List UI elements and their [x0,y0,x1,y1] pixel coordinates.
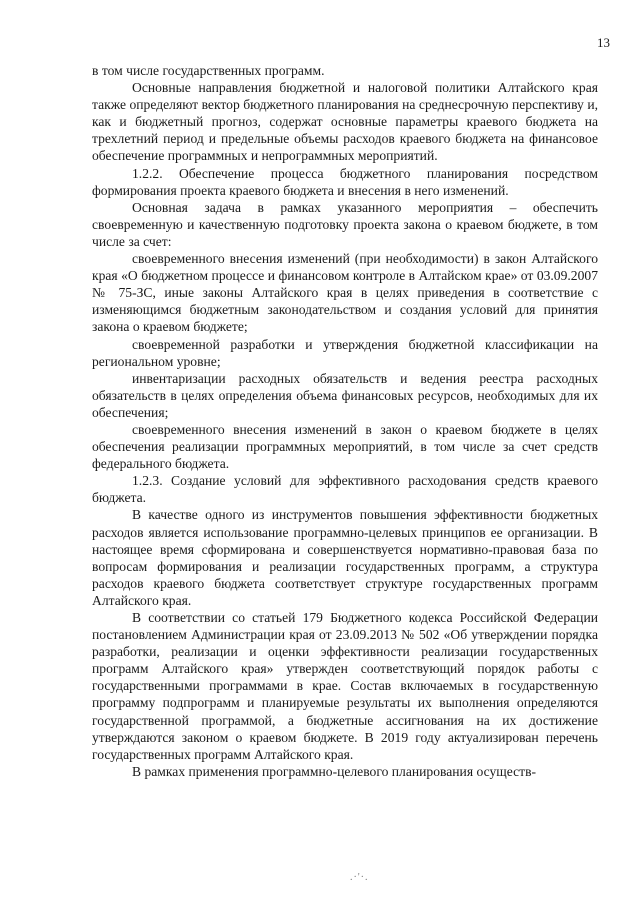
paragraph: 1.2.3. Создание условий для эффективного расходования средств краевого бюджета. [92,473,598,506]
paragraph: Основная задача в рамках указанного мероприятия – обеспечить своевременную и качественную подготовку проекта закона о краевом бюджете, в том числе за счет: [92,199,598,249]
paragraph: В соответствии со статьей 179 Бюджетного кодекса Российской Федерации постановлением Администрации края от 23.09.2013 № 502 «Об утверждении порядка разработки, реализации и оценки эффективности реализации государственных программ Алтайского края» утвержден соответствующий порядок работы с государственными программами в крае. Состав включаемых в государственную программу подпрограмм и планируемые результаты их выполнения определяются государственной программой, а бюджетные ассигнования на их достижение утверждаются законом о краевом бюджете. В 2019 году актуализирован перечень государственных программ Алтайского края. [92,610,598,762]
page-number: 13 [597,35,610,50]
paragraph: своевременного внесения изменений в закон о краевом бюджете в целях обеспечения реализации программных мероприятий, в том числе за счет средств федерального бюджета. [92,421,598,472]
paragraph: В рамках применения программно-целевого планирования осуществ- [132,763,537,779]
paragraph: В качестве одного из инструментов повышения эффективности бюджетных расходов является использование программно-целевых принципов ее организации. В настоящее время сформирована и совершенствуется нормативно-правовая база по вопросам формирования и реализации государственных программ, а структура расходов краевого бюджета соответствует структуре государственных программ Алтайского края. [92,507,598,608]
paragraph: своевременной разработки и утверждения бюджетной классификации на региональном уровне; [92,336,598,369]
paragraph: в том числе государственных программ. [92,63,325,78]
paragraph: своевременного внесения изменений (при необходимости) в закон Алтайского края «О бюджетном процессе и финансовом контроле в Алтайском крае» от 03.09.2007 № 75-ЗС, иные законы Алтайского края в целях приведения в соответствие с изменяющимся бюджетным законодательством и создания условий для принятия закона о краевом бюджете; [92,251,598,335]
paragraph: Основные направления бюджетной и налоговой политики Алтайского края также определяют вектор бюджетного планирования на среднесрочную перспективу и, как и бюджетный прогноз, содержат основные параметры краевого бюджета на трехлетний период и предельные объемы расходов краевого бюджета на финансовое обеспечение программных и непрограммных мероприятий. [92,80,598,164]
paragraph: 1.2.2. Обеспечение процесса бюджетного планирования посредством формирования проекта краевого бюджета и внесения в него изменений. [92,165,598,198]
document-body [92,62,598,780]
scan-artifact: .·'·. [350,872,369,883]
paragraph: инвентаризации расходных обязательств и ведения реестра расходных обязательств в целях определения объема финансовых ресурсов, необходимых для их обеспечения; [92,370,598,420]
